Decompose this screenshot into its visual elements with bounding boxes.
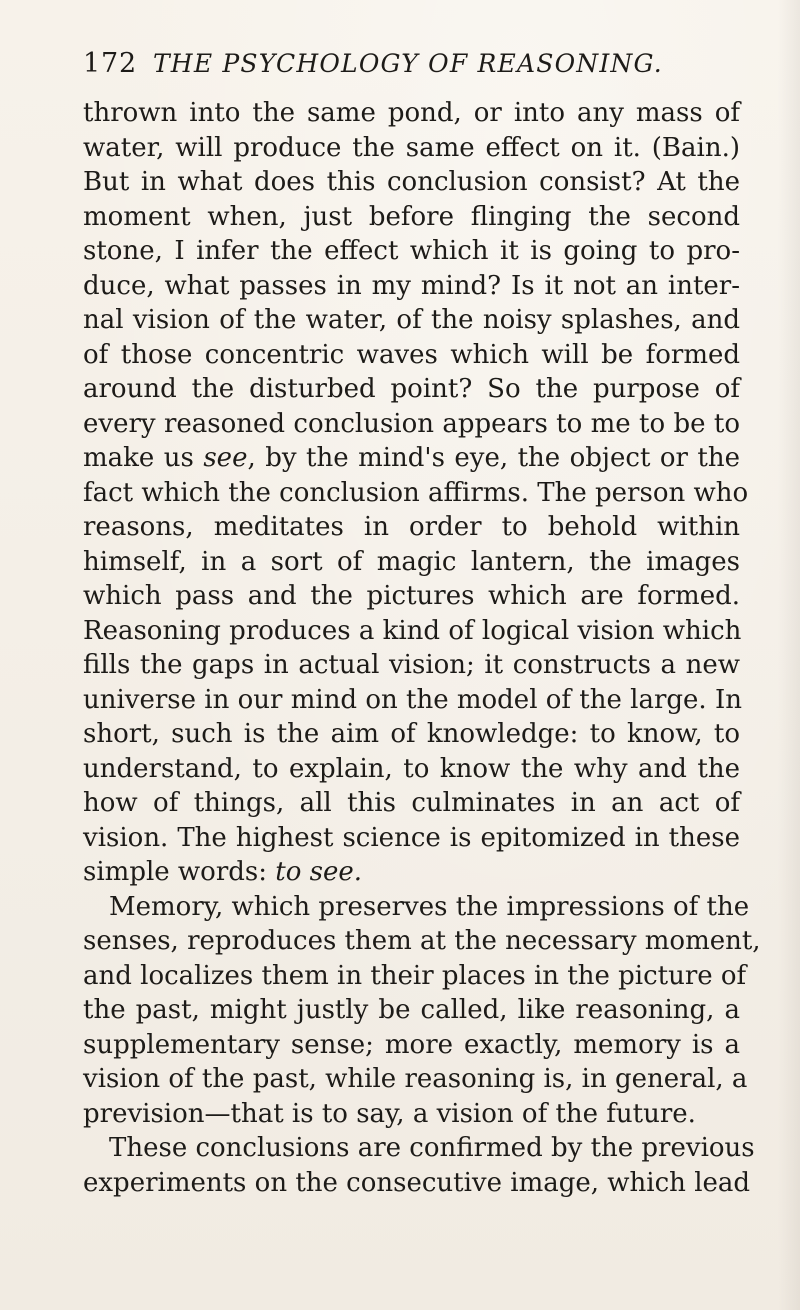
text-line: water, will produce the same effect on it. (Bain.): [83, 132, 740, 163]
text-line-with-italic: [83, 855, 740, 890]
text-line: senses, reproduces them at the necessary moment,: [83, 926, 761, 956]
paragraph-start-line: Memory, which preserves the impressions of the: [109, 891, 750, 922]
text-line: But in what does this conclusion consist? At the: [83, 167, 740, 197]
text-line: every reasoned conclusion appears to me to be to: [83, 408, 740, 439]
text-line: understand, to explain, to know the why and the: [83, 753, 740, 784]
text-line: duce, what passes in my mind? Is it not an inter-: [83, 270, 740, 301]
text-line: vision. The highest science is epitomized in these: [83, 822, 740, 853]
text-line: of those concentric waves which will be formed: [83, 339, 740, 370]
text-line: himself, in a sort of magic lantern, the images: [83, 546, 740, 577]
running-title: THE PSYCHOLOGY OF REASONING.: [152, 49, 663, 78]
text-line: which pass and the pictures which are formed.: [83, 581, 740, 611]
running-head: [83, 48, 723, 88]
text-line: supplementary sense; more exactly, memory is a: [83, 1029, 740, 1060]
text-line: stone, I infer the effect which it is going to pro-: [83, 236, 740, 266]
body-text: [83, 96, 761, 1200]
text-line: thrown into the same pond, or into any mass of: [83, 98, 740, 128]
text-line: fills the gaps in actual vision; it constructs a new: [83, 650, 740, 680]
text-line-with-italic: [83, 441, 740, 476]
text-line: around the disturbed point? So the purpose of: [83, 374, 740, 404]
text-line: Reasoning produces a kind of logical vision which: [83, 615, 742, 646]
text-line: the past, might justly be called, like reasoning, a: [83, 995, 740, 1025]
text-line: short, such is the aim of knowledge: to know, to: [83, 719, 740, 749]
italic-phrase: to see.: [275, 857, 363, 887]
text-line: moment when, just before flinging the second: [83, 201, 740, 232]
text-fragment: simple words:: [83, 857, 276, 887]
page-edge-shadow: [778, 0, 800, 1310]
text-line: how of things, all this culminates in an act of: [83, 788, 740, 818]
text-fragment: , by the mind's eye, the object or the: [247, 443, 740, 473]
text-line: fact which the conclusion affirms. The person who: [83, 477, 749, 508]
page-number: 172: [83, 48, 137, 79]
text-line: vision of the past, while reasoning is, in general, a: [83, 1064, 748, 1094]
text-line: universe in our mind on the model of the large. In: [83, 684, 742, 715]
italic-word: see: [203, 443, 248, 473]
text-fragment: make us: [83, 443, 204, 473]
text-line: nal vision of the water, of the noisy splashes, and: [83, 305, 740, 335]
text-line: reasons, meditates in order to behold within: [83, 512, 740, 542]
paragraph-start-line: These conclusions are confirmed by the previous: [109, 1133, 755, 1163]
text-line: prevision—that is to say, a vision of the future.: [83, 1098, 696, 1129]
text-line: experiments on the consecutive image, which lead: [83, 1167, 751, 1198]
text-line: and localizes them in their places in the picture of: [83, 960, 747, 991]
